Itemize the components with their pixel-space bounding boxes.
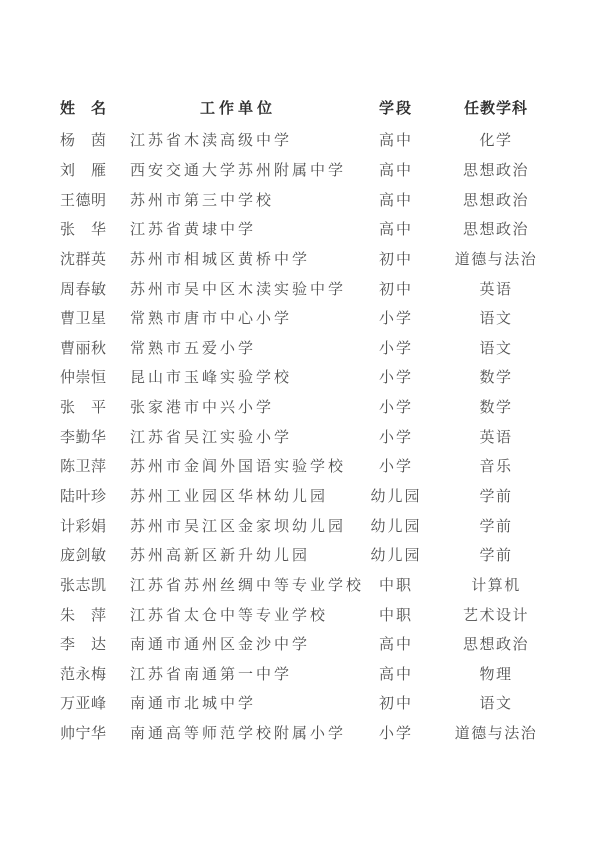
- table-row: [0, 718, 600, 748]
- name-cell: 计彩娟: [60, 518, 106, 535]
- subject-cell: 数学: [479, 400, 513, 417]
- name-cell: 沈群英: [60, 251, 106, 268]
- subject-cell: 英语: [479, 281, 513, 298]
- name-cell: 陆叶珍: [60, 489, 106, 505]
- table-row: [0, 273, 600, 303]
- unit-cell: 江苏省苏州丝绸中等专业学校: [130, 577, 365, 594]
- unit-cell: 江苏省吴江实验小学: [130, 429, 293, 446]
- stage-cell: 小学: [378, 311, 413, 328]
- subject-cell: 语文: [479, 311, 513, 328]
- name-cell: 庞剑敏: [60, 548, 106, 565]
- name-cell: 曹丽秋: [60, 340, 106, 357]
- unit-cell: 苏州工业园区华林幼儿园: [130, 489, 329, 505]
- table-row: [0, 510, 600, 540]
- stage-cell: 高中: [378, 162, 413, 179]
- stage-cell: 中职: [378, 607, 413, 624]
- name-cell: 李勤华: [60, 429, 106, 446]
- name-cell: 周春敏: [60, 281, 106, 298]
- table-row: [0, 184, 600, 214]
- stage-cell: 高中: [378, 637, 413, 654]
- subject-cell: 思想政治: [462, 162, 529, 179]
- stage-cell: 小学: [378, 429, 413, 446]
- stage-cell: 小学: [378, 459, 413, 476]
- table-row: [0, 481, 600, 511]
- table-row: [0, 303, 600, 333]
- subject-cell: 化学: [479, 133, 513, 150]
- unit-cell: 江苏省南通第一中学: [130, 666, 293, 683]
- table-row: [0, 421, 600, 451]
- header-unit-label: 工作单位: [199, 100, 276, 117]
- subject-cell: 计算机: [471, 577, 521, 594]
- unit-cell: 苏州市吴中区木渎实验中学: [130, 281, 347, 298]
- subject-cell: 学前: [479, 489, 513, 505]
- table-row: [0, 125, 600, 155]
- unit-cell: 江苏省木渎高级中学: [130, 133, 293, 150]
- stage-cell: 小学: [378, 400, 413, 417]
- subject-cell: 语文: [479, 696, 513, 713]
- header-stage-label: 学段: [378, 100, 413, 117]
- subject-cell: 艺术设计: [462, 607, 529, 624]
- unit-cell: 西安交通大学苏州附属中学: [130, 162, 347, 179]
- table-header-row: [0, 97, 546, 121]
- unit-cell: 常熟市五爱小学: [130, 340, 257, 357]
- stage-cell: 初中: [378, 251, 413, 268]
- table-row: [0, 688, 600, 718]
- stage-cell: 幼儿园: [370, 489, 422, 505]
- subject-cell: 物理: [479, 666, 513, 683]
- unit-cell: 苏州市金阊外国语实验学校: [130, 459, 347, 476]
- table-row: [0, 599, 600, 629]
- table-row: [0, 570, 600, 600]
- subject-cell: 思想政治: [462, 192, 529, 209]
- name-cell: 刘雁: [60, 162, 106, 179]
- stage-cell: 小学: [378, 726, 413, 743]
- name-cell: 范永梅: [60, 666, 106, 683]
- name-cell: 王德明: [60, 192, 106, 209]
- unit-cell: 江苏省黄埭中学: [130, 222, 257, 239]
- stage-cell: 小学: [378, 340, 413, 357]
- name-cell: 朱萍: [60, 607, 106, 624]
- stage-cell: 初中: [378, 281, 413, 298]
- stage-cell: 高中: [378, 666, 413, 683]
- unit-cell: 苏州高新区新升幼儿园: [130, 548, 311, 565]
- table-row: [0, 540, 600, 570]
- table-row: [0, 392, 600, 422]
- stage-cell: 幼儿园: [370, 548, 422, 565]
- header-name-label: 姓名: [60, 100, 106, 117]
- table-row: [0, 362, 600, 392]
- subject-cell: 思想政治: [462, 222, 529, 239]
- name-cell: 陈卫萍: [60, 459, 106, 476]
- stage-cell: 初中: [378, 696, 413, 713]
- name-cell: 仲崇恒: [60, 370, 106, 387]
- name-cell: 张志凯: [60, 577, 106, 594]
- unit-cell: 张家港市中兴小学: [130, 400, 275, 417]
- subject-cell: 道德与法治: [454, 726, 538, 743]
- stage-cell: 小学: [378, 370, 413, 387]
- subject-cell: 语文: [479, 340, 513, 357]
- name-cell: 张华: [60, 222, 106, 239]
- stage-cell: 高中: [378, 192, 413, 209]
- teacher-table: [0, 125, 600, 747]
- table-row: [0, 451, 600, 481]
- subject-cell: 学前: [479, 518, 513, 535]
- unit-cell: 常熟市唐市中心小学: [130, 311, 293, 328]
- name-cell: 万亚峰: [60, 696, 106, 713]
- subject-cell: 数学: [479, 370, 513, 387]
- stage-cell: 高中: [378, 133, 413, 150]
- subject-cell: 思想政治: [462, 637, 529, 654]
- table-row: [0, 629, 600, 659]
- unit-cell: 苏州市相城区黄桥中学: [130, 251, 311, 268]
- table-row: [0, 332, 600, 362]
- table-row: [0, 659, 600, 689]
- unit-cell: 南通市通州区金沙中学: [130, 637, 311, 654]
- name-cell: 曹卫星: [60, 311, 106, 328]
- subject-cell: 英语: [479, 429, 513, 446]
- unit-cell: 苏州市第三中学校: [130, 192, 275, 209]
- table-row: [0, 214, 600, 244]
- header-subject-label: 任教学科: [463, 100, 528, 117]
- unit-cell: 苏州市吴江区金家坝幼儿园: [130, 518, 347, 535]
- name-cell: 李达: [60, 637, 106, 654]
- unit-cell: 昆山市玉峰实验学校: [130, 370, 293, 387]
- name-cell: 帅宁华: [60, 726, 106, 743]
- unit-cell: 南通市北城中学: [130, 696, 257, 713]
- table-row: [0, 244, 600, 274]
- name-cell: 杨茵: [60, 133, 106, 150]
- stage-cell: 高中: [378, 222, 413, 239]
- unit-cell: 江苏省太仓中等专业学校: [130, 607, 329, 624]
- unit-cell: 南通高等师范学校附属小学: [130, 726, 347, 743]
- subject-cell: 学前: [479, 548, 513, 565]
- stage-cell: 幼儿园: [370, 518, 422, 535]
- subject-cell: 道德与法治: [454, 251, 538, 268]
- table-row: [0, 155, 600, 185]
- subject-cell: 音乐: [479, 459, 513, 476]
- name-cell: 张平: [60, 400, 106, 417]
- stage-cell: 中职: [378, 577, 413, 594]
